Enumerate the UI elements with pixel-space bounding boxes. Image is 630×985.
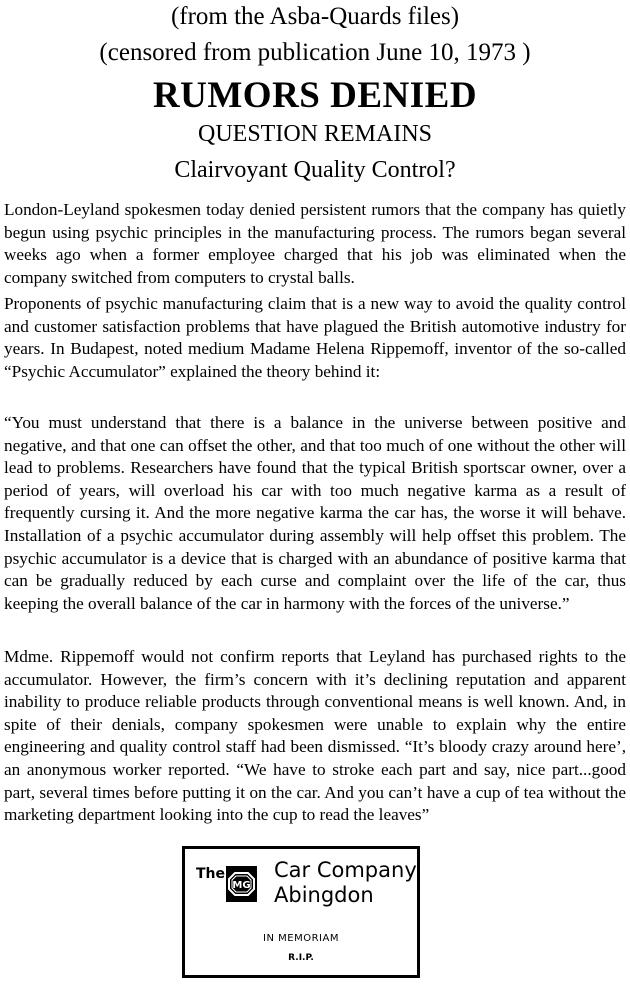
headline: RUMORS DENIED [152, 75, 478, 116]
logo-location: Abingdon [274, 883, 374, 907]
article-quote-paragraph: “You must understand that there is a balance in the universe between positive and negative, and that one can offset the other, and that too much of one without the other will lead to problems. Researchers have found that the typical British sportscar owner, over a period of years, will overload his car with too much negative karma as a result of frequently cursing it. And the more negative karma the car has, the worse it will behave. Installation of a psychic accumulator during assembly will help offset this problem. The psychic accumulator is a device that is charged with an abundance of positive karma that can be gradually reduced by each curse and complaint over the life of the car, thus keeping the overall balance of the car in harmony with the forces of the universe.” [4, 413, 626, 613]
badge-text: MG [232, 880, 251, 891]
article-paragraph: Proponents of psychic manufacturing claim that is a new way to avoid the quality control and customer satisfaction problems that have plagued the British automotive industry for years. In Budapest, noted medium Madame Helena Rippemoff, inventor of the so-called “Psychic Accumulator” explained the theory behind it: [4, 294, 626, 381]
mg-memoriam-logo-box [182, 846, 420, 978]
article-paragraph: Mdme. Rippemoff would not confirm reports that Leyland has purchased rights to the accumulator. However, the firm’s concern with it’s declining reputation and apparent inability to produce reliable products through conventional means is well known. And, in spite of their denials, company spokesmen were unable to explain why the entire engineering and quality control staff had been dismissed. “It’s bloody crazy around here’, an anonymous worker reported. “We have to stroke each part and say, nice part...good part, several times before putting it on the car. And you can’t have a cup of tea without the marketing department looking into the cup to read the leaves” [4, 647, 626, 825]
rip-text: R.I.P. [288, 953, 314, 963]
censored-note: (censored from publication June 10, 1973 ) [99, 39, 531, 66]
source-note: (from the Asba-Quards files) [170, 3, 460, 30]
logo-company-name: Car Company [274, 858, 417, 882]
article-paragraph: London-Leyland spokesmen today denied persistent rumors that the company has quietly begun using psychic principles in the manufacturing process. The rumors began several weeks ago when a former employee charged that his job was eliminated when the company switched from computers to crystal balls. [4, 200, 626, 287]
subheadline: QUESTION REMAINS [198, 121, 432, 147]
question-heading: Clairvoyant Quality Control? [174, 157, 456, 183]
memoriam-text: IN MEMORIAM [263, 933, 339, 944]
mg-octagon-badge-icon [226, 866, 257, 902]
logo-prefix: The [196, 866, 226, 882]
